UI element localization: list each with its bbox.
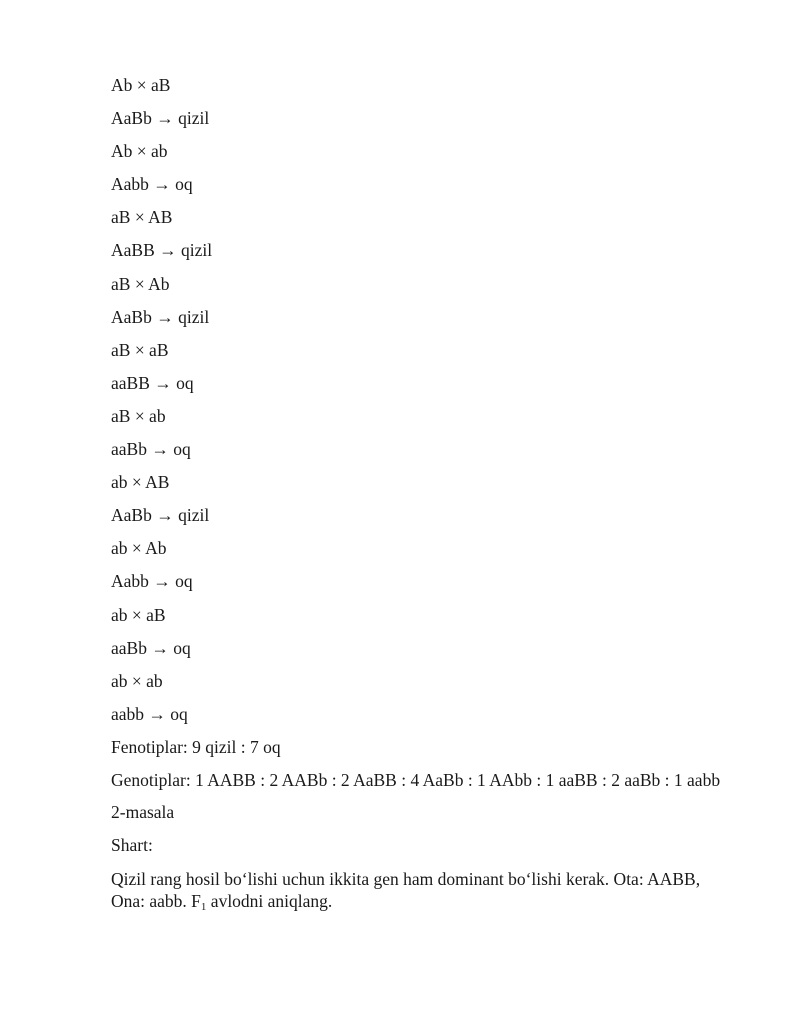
- problem-heading: 2-masala: [111, 801, 175, 822]
- problem-text-end: avlodni aniqlang.: [206, 891, 333, 912]
- result-line-5: aaBB → oq: [111, 372, 194, 393]
- cross-line-1: Ab × aB: [111, 75, 171, 95]
- result-line-2: Aabb → oq: [111, 174, 193, 195]
- document-body: [111, 72, 736, 921]
- result-line-8: Aabb → oq: [111, 571, 193, 592]
- cross-line-2: Ab × ab: [111, 141, 168, 162]
- problem-statement: [111, 868, 736, 912]
- cross-line-4: aB × Ab: [111, 273, 170, 294]
- cross-line-8: ab × Ab: [111, 538, 167, 559]
- cross-line-5: aB × aB: [111, 339, 169, 360]
- cross-line-6: aB × ab: [111, 405, 166, 426]
- result-line-7: AaBb → qizil: [111, 505, 210, 526]
- result-line-9: aaBb → oq: [111, 637, 191, 658]
- result-line-6: aaBb → oq: [111, 439, 191, 460]
- result-line-3: AaBB → qizil: [111, 240, 213, 261]
- genotype-ratio: Genotiplar: 1 AABB : 2 AABb : 2 AaBB : 4 AaBb : 1 AAbb : 1 aaBB : 2 aaBb : 1 aabb: [111, 769, 721, 790]
- generation-subscript: 1: [200, 901, 207, 914]
- result-line-10: aabb → oq: [111, 703, 188, 724]
- condition-label: Shart:: [111, 835, 153, 856]
- cross-line-10: ab × ab: [111, 670, 163, 691]
- cross-line-3: aB × AB: [111, 207, 173, 228]
- cross-line-9: ab × aB: [111, 604, 166, 625]
- result-line-4: AaBb → qizil: [111, 306, 210, 327]
- phenotype-ratio: Fenotiplar: 9 qizil : 7 oq: [111, 736, 281, 757]
- result-line-1: AaBb → qizil: [111, 108, 210, 129]
- cross-line-7: ab × AB: [111, 472, 170, 493]
- problem-text-start: Qizil rang hosil boʻlishi uchun ikkita gen ham dominant boʻlishi kerak. Ota: AABB, Ona: aabb. F: [111, 869, 701, 912]
